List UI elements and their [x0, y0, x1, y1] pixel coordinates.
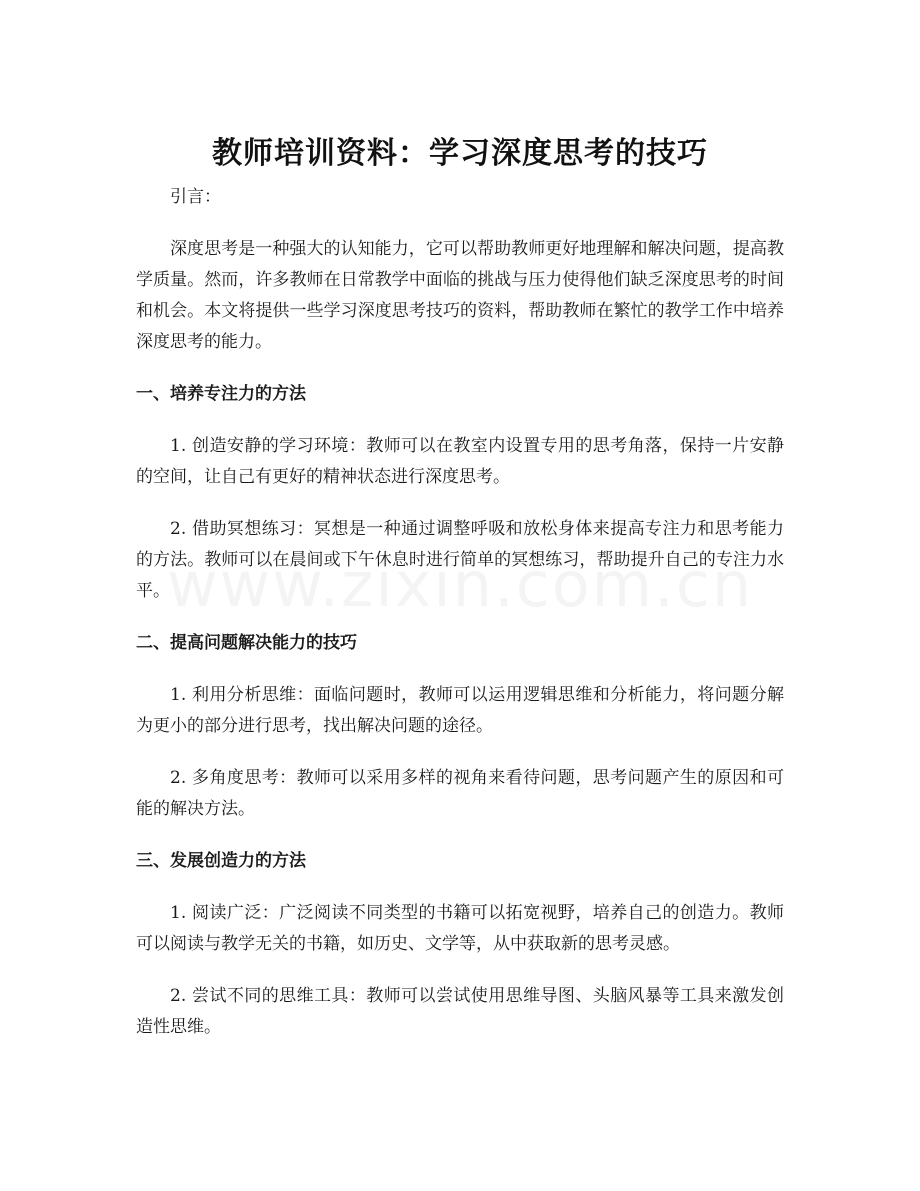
intro-paragraph: 深度思考是一种强大的认知能力，它可以帮助教师更好地理解和解决问题，提高教学质量。然而，许多教师在日常教学中面临的挑战与压力使得他们缺乏深度思考的时间和机会。本文将提供一些学习深度思考技巧的资料，帮助教师在繁忙的教学工作中培养深度思考的能力。 — [136, 239, 784, 352]
section-focus-item-2: 2. 借助冥想练习：冥想是一种通过调整呼吸和放松身体来提高专注力和思考能力的方法。教师可以在晨间或下午休息时进行简单的冥想练习，帮助提升自己的专注力水平。 — [136, 519, 784, 601]
page-title: 教师培训资料：学习深度思考的技巧 — [212, 136, 708, 172]
section-problem-solving-item-2: 2. 多角度思考：教师可以采用多样的视角来看待问题，思考问题产生的原因和可能的解决方法。 — [136, 768, 784, 819]
section-creativity-item-1: 1. 阅读广泛：广泛阅读不同类型的书籍可以拓宽视野，培养自己的创造力。教师可以阅读与教学无关的书籍，如历史、文学等，从中获取新的思考灵感。 — [136, 903, 784, 954]
section-focus-item-1: 1. 创造安静的学习环境：教师可以在教室内设置专用的思考角落，保持一片安静的空间，让自己有更好的精神状态进行深度思考。 — [136, 436, 784, 487]
document-body — [136, 182, 784, 1064]
intro-label: 引言： — [170, 187, 221, 207]
section-heading-creativity: 三、发展创造力的方法 — [136, 851, 306, 871]
section-heading-focus: 一、培养专注力的方法 — [136, 384, 306, 404]
section-creativity-item-2: 2. 尝试不同的思维工具：教师可以尝试使用思维导图、头脑风暴等工具来激发创造性思维。 — [136, 986, 784, 1037]
section-heading-problem-solving: 二、提高问题解决能力的技巧 — [136, 633, 357, 653]
section-problem-solving-item-1: 1. 利用分析思维：面临问题时，教师可以运用逻辑思维和分析能力，将问题分解为更小的部分进行思考，找出解决问题的途径。 — [136, 685, 784, 736]
